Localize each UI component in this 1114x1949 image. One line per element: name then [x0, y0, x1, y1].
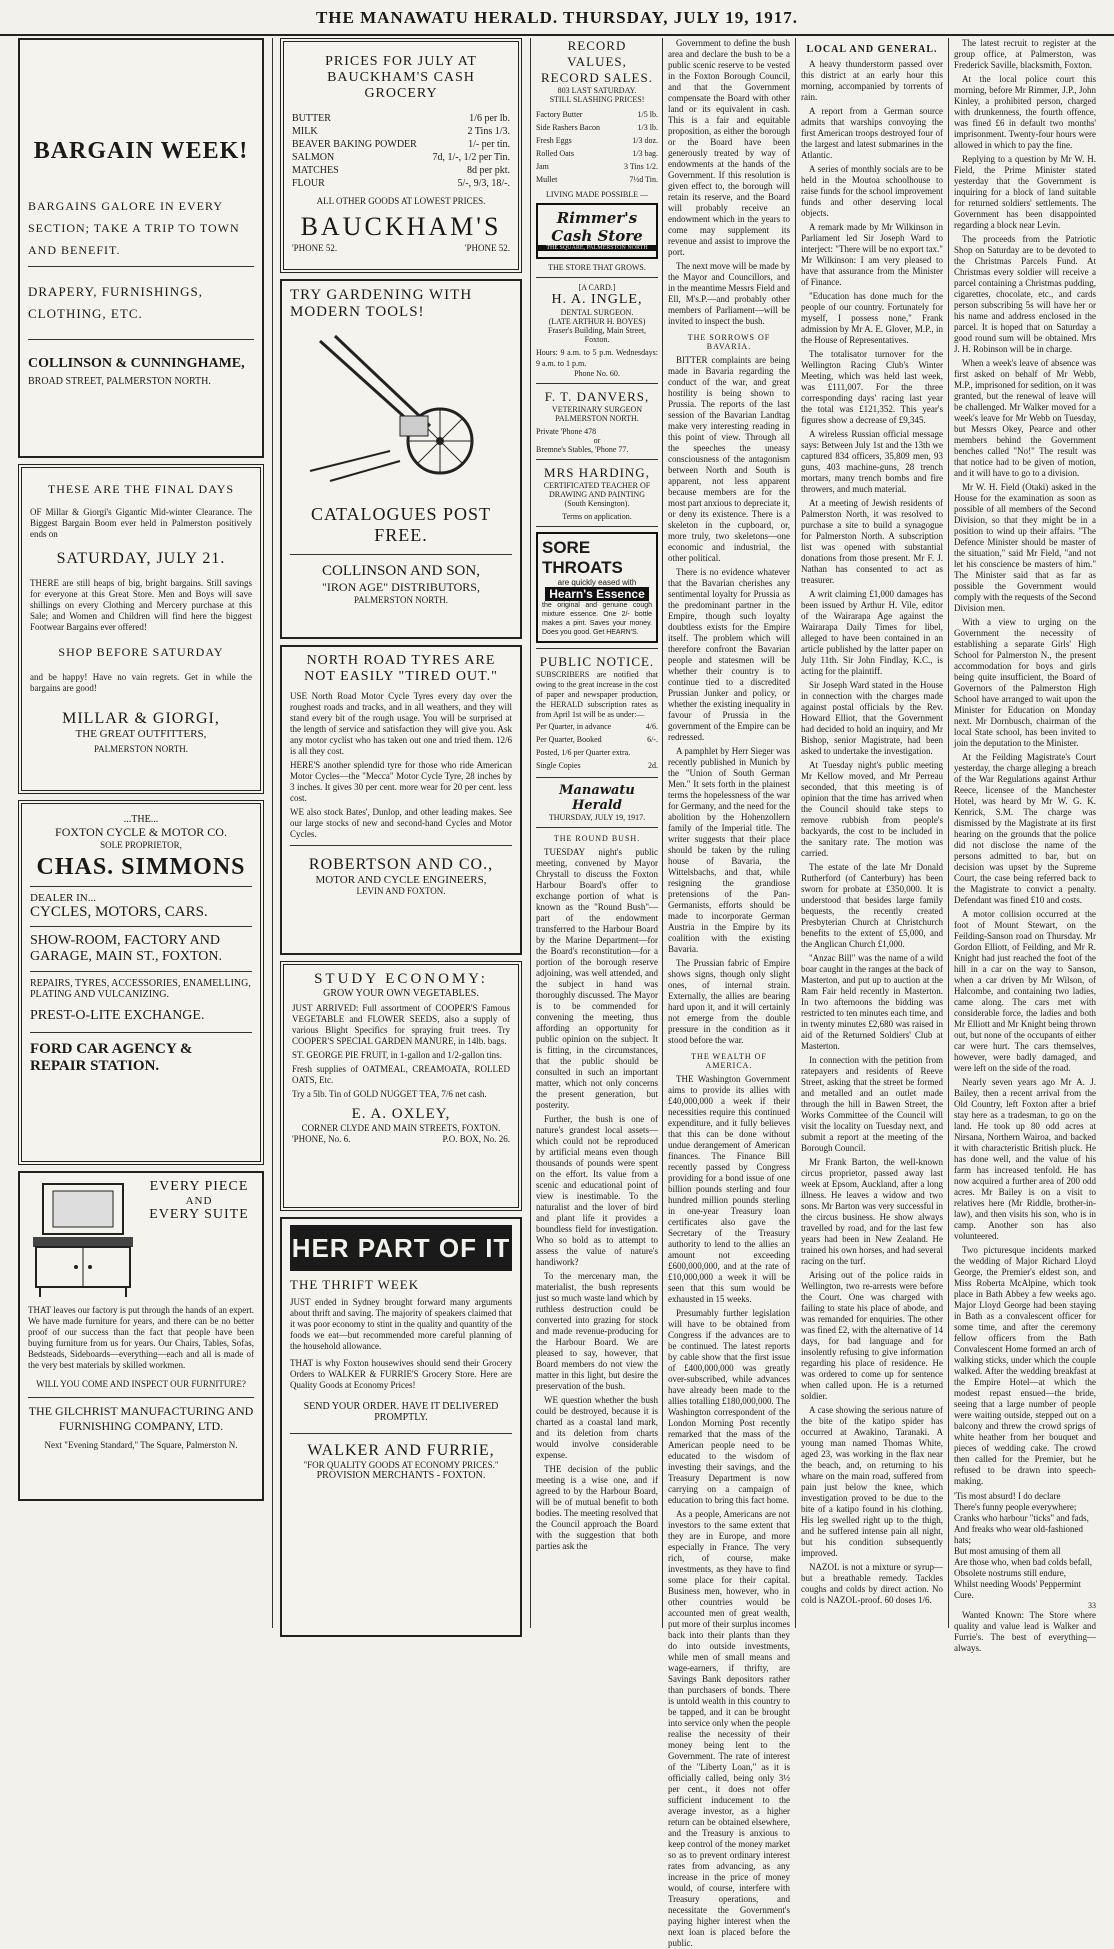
col4-p5: A pamphlet by Herr Sieger was recently published in Munich by the "Union of South German Men." It sets forth in the plainest terms the hopelessness of the war for Germany, and the need for the abolition by the Hohenzollern family of the Imperial title. The writer suggests that their place should be taken by the ruling house of Bavaria, the Wittelsbachs, and that, while resigning the grandiose pretensions of the Pan-Germanists, efforts should be made to incorporate German Austria in the Empire by its coalition with the existing Bavaria. [668, 746, 790, 954]
rimmer-grows: THE STORE THAT GROWS. [548, 263, 646, 272]
local-item: A writ claiming £1,000 damages has been issued by Arthur H. Vile, editor of the Wairarapa Age against the Wairarapa Daily Times for libel, alleged to have been contained in an article published by the latter paper on July 11th. Sir John Findlay, K.C., is acting for the plaintiff. [801, 589, 943, 676]
ingle-hours: Hours: 9 a.m. to 5 p.m. Wednesdays: 9 a.m. to 1 p.m. [536, 348, 658, 368]
simmons-goods: CYCLES, MOTORS, CARS. [30, 904, 208, 920]
col4-p3: BITTER complaints are being made in Bavaria regarding the conduct of the war, and great hostility is being shown to Prussia. The reports of the last session of the Bavarian Landtag make very interesting reading in this point of view. Through all the speeches the uneasy consciousness of the antagonism between North and South is apparent, not less apparent because members are for the most part anxious to depreciate it, or deny its existence. There is a skeleton in the cupboard, or, more truly, two skeletons—one economic and industrial, the other political. [668, 355, 790, 563]
hearn-sub: are quickly eased with [557, 578, 637, 587]
local-item: When a week's leave of absence was first asked on behalf of Mr Webb, M.P., imprisoned for sedition, on it was granted, but the renewal of leave will be challenged. Mr Walker moved for a week's leave for Mr Webb on Tuesday, but Messrs Okey, Pearce and other members behind the Government benches called "No!" The result was that notice had to be given of motion, and it will have to go to a division. [954, 358, 1096, 478]
editorial-p4: WE question whether the bush could be destroyed, because it is charted as a coastal land mark, and its deletion from charts would involve considerable expense. [536, 1395, 658, 1460]
gardening-town: PALMERSTON NORTH. [354, 595, 448, 605]
rimmer-price-row-price: 1/3 doz. [632, 136, 658, 145]
notice-rate-row-name: Single Copies [536, 761, 581, 770]
her-part-banner: HER PART OF IT [290, 1225, 512, 1271]
bauckham-name: BAUCKHAM'S [300, 212, 502, 241]
hearn-essence-ad [536, 532, 658, 643]
notice-rate-row-name: Per Quarter, in advance [536, 722, 612, 731]
editorial-p1: TUESDAY night's public meeting, convened by Mayor Chrystall to discuss the Foxton Harbour Board's offer to exchange portion of what is known as the "Round Bush"—part of the endowment transferred to the Harbour Board by the Marine Department—for the Board's reconstitution—for a portion of the borough reserve adjoining, was well attended, and the subject in hand was thoroughly discussed. The Mayor is to be commended for convening the meeting, thus affording an opportunity for public opinion on the subject. It is fitting, in the circumstances, that the public should be consulted in such an important matter, which not only concerns the present generation, but posterity. [536, 847, 658, 1110]
bauckham-title: PRICES FOR JULY AT BAUCKHAM'S CASH GROCERY [325, 54, 477, 101]
rimmer-price-row [536, 173, 658, 186]
danvers-title: VETERINARY SURGEON [551, 405, 643, 414]
local-item: At the local police court this morning, before Mr Rimmer, J.P., John Kinley, a prohibited person, charged with drunkenness, the fourth offence, was fined £6 in default two months' imprisonment. Twenty-four hours were allowed in which to pay the fine. [954, 74, 1096, 150]
gilchrist-firm: THE GILCHRIST MANUFACTURING AND FURNISHING COMPANY, LTD. [28, 1404, 254, 1433]
danvers-phone2: Bremne's Stables, 'Phone 77. [536, 445, 629, 454]
bauckham-price-row-name: MILK [292, 126, 318, 137]
tyres-firm: ROBERTSON AND CO., [308, 856, 494, 873]
walker-head: THE THRIFT WEEK [290, 1277, 420, 1292]
local-items [801, 59, 943, 1606]
bargain-sub2: DRAPERY, FURNISHINGS, CLOTHING, ETC. [28, 284, 203, 321]
local-item: NAZOL is not a mixture or syrup—but a breathable remedy. Tackles coughs and colds by direct action. No cold is NAZOL-proof. 60 doses 1/6. [801, 1562, 943, 1605]
millar-p3: and be happy! Have no vain regrets. Get in while the bargains are good! [30, 672, 252, 693]
ingle-name: H. A. INGLE, [551, 292, 643, 307]
bauckham-phone-left: 'PHONE 52. [292, 243, 338, 253]
walker-p1: JUST ended in Sydney brought forward many arguments about thrift and saving. The majority of speakers claimed that it was poor economy to stint in the quality and quantity of the foods we eat—but recommended more careful planning of the household allowance. [290, 1297, 512, 1351]
millar-firm: MILLAR & GIORGI, [62, 710, 220, 727]
rimmer-price-row-price: 1/5 lb. [637, 110, 658, 119]
oxley-sub: GROW YOUR OWN VEGETABLES. [323, 988, 479, 999]
notice-title: PUBLIC NOTICE. [539, 654, 655, 669]
oxley-p1: JUST ARRIVED: Full assortment of COOPER'S Famous VEGETABLE and FLOWER SEEDS, also a supply of various Blight Specifics for spraying fruit trees. Try COOPER'S SPECIAL GARDEN MANURE, in 14lb. bags. [292, 1003, 510, 1046]
bauckham-price-row-price: 2 Tins 1/3. [467, 126, 510, 137]
gilchrist-invite: WILL YOU COME AND INSPECT OUR FURNITURE? [36, 1379, 246, 1389]
danvers-phone1: Private 'Phone 478 [536, 427, 597, 436]
column-4 [668, 38, 790, 1948]
local-item: "Education has done much for the people of our country. Fortunately for myself, I possess none," Frank admission by Mr A. E. Glover, M.P., in the House of Representatives. [801, 291, 943, 345]
local-item: "Anzac Bill" was the name of a wild boar caught in the ranges at the back of Masterton, and put up to auction at the Ram Fair held recently in Masterton. In two afternoons the bidding was restricted to ten minutes each time, and in twenty minutes £2,680 was raised in aid of the Returned Soldiers' Club at Masterton. [801, 953, 943, 1051]
millar-date: SATURDAY, JULY 21. [56, 550, 226, 567]
simmons-ad [18, 800, 264, 1165]
harding-name: MRS HARDING, [544, 465, 650, 480]
millar-p1: OF Millar & Giorgi's Gigantic Mid-winter Clearance. The Biggest Bargain Boom ever held in Palmerston positively ends on [30, 507, 252, 539]
tyres-ad [280, 645, 522, 955]
danvers-card [536, 389, 658, 454]
bauckham-price-row [292, 177, 510, 190]
rimmer-price-row-name: Fresh Eggs [536, 136, 572, 145]
millar-head: THESE ARE THE FINAL DAYS [47, 482, 235, 496]
masthead: THE MANAWATU HERALD. THURSDAY, JULY 19, 1917. [0, 0, 1114, 36]
simmons-top: ...THE... [123, 814, 159, 825]
bauckham-price-row-name: BEAVER BAKING POWDER [292, 139, 417, 150]
local-items-cont [954, 38, 1096, 1487]
gardening-title: TRY GARDENING WITH MODERN TOOLS! [290, 287, 473, 320]
rimmer-price-row-name: Rolled Oats [536, 149, 574, 158]
bauckham-ad [280, 38, 522, 273]
oxley-p3: Fresh supplies of OATMEAL, CREAMOATA, ROLLED OATS, Etc. [292, 1064, 510, 1085]
rimmer-price-row [536, 160, 658, 173]
notice-rate-row-name: Posted, 1/6 per Quarter extra. [536, 748, 631, 757]
bargain-firm: COLLINSON & CUNNINGHAME, [28, 356, 245, 371]
simmons-dealer: DEALER IN... [30, 892, 96, 904]
notice-rate-row [536, 720, 658, 733]
simmons-ford: FORD CAR AGENCY & REPAIR STATION. [30, 1041, 193, 1074]
tyres-town: LEVIN AND FOXTON. [356, 886, 446, 896]
ingle-card [536, 283, 658, 378]
col4-p1: Government to define the bush area and declare the bush to be a public scenic reserve to be vested in the Foxton Borough Council, and that the Government compensate the Board with other land or its equivalent in cash. This is a fair and equitable proposition, as either the borough or the Board have been generously treated by way of endowments at the hands of the Government. If this resolution is given effect to, the borough will retain its reserve, and the Board will probably receive an endowment which in the years to come may supplement its revenue and assist to improve the port. [668, 38, 790, 257]
rimmer-price-row-price: 1/3 bag. [632, 149, 658, 158]
poem-line: But most amusing of them all [954, 1546, 1061, 1556]
notice-rate-row [536, 746, 658, 759]
tyres-p2: HERE'S another splendid tyre for those who ride American Motor Cycles—the "Mecca" Motor Cycle Tyre, 28 inches by 3 inches. It gives 30 per cent. more wear for 20 per cent. less cost. [290, 760, 512, 803]
column-3 [536, 38, 658, 1555]
column-6 [954, 38, 1096, 1653]
herald-nameplate: Manawatu Herald [559, 783, 635, 813]
local-item: The proceeds from the Patriotic Shop on Saturday are to be devoted to the Christmas Parcels Fund. At Christmas every soldier will receive a parcel containing a Christmas pudding, cigarettes, chocolate, etc., and cards person subscribing 5s will have her or his name and address enclosed in the parcel. It is hoped that on Saturday a good round sum will be obtained. Mrs J. H. Robinson will be in charge. [954, 234, 1096, 354]
notice-p1: SUBSCRIBERS are notified that owing to the great increase in the cost of paper and newspaper production, the HERALD subscription rates as from April 1st will be as under:— [536, 670, 658, 719]
oxley-phone: 'PHONE, No. 6. [292, 1134, 351, 1144]
danvers-or: or [593, 436, 601, 445]
simmons-prop: SOLE PROPRIETOR, [100, 840, 182, 850]
gilchrist-ad [18, 1171, 264, 1501]
danvers-name: F. T. DANVERS, [544, 389, 650, 404]
bauckham-price-row [292, 112, 510, 125]
millar-tag: THE GREAT OUTFITTERS, [75, 728, 207, 740]
rimmer-sub: 803 LAST SATURDAY. [557, 86, 637, 95]
danvers-town: PALMERSTON NORTH. [555, 414, 639, 423]
herald-editorial [536, 783, 658, 1552]
rimmer-price-row-price: 3 Tins 1/2. [623, 162, 658, 171]
col4-p7: THE Washington Government aims to provide its allies with £40,000,000 a week if their necessities require this continued expenditure, and it fully believes that this can be done without undue derangement of American finances. The Finance Bill recently passed by Congress providing for a bond issue of one billion pounds sterling and four hundred million pounds sterling in one-year Treasury loan certificates also gave the Secretary of the Treasury authority to lend to the allies an amount not exceeding £600,000,000, and at the rate of £10,000,000 a week it will be seen that this sum would be exhausted in 15 weeks. [668, 1074, 790, 1304]
rimmer-sub2: STILL SLASHING PRICES! [549, 95, 645, 104]
bargain-title: BARGAIN WEEK! [33, 138, 249, 164]
ingle-addr: Fraser's Building, Main Street, Foxton. [547, 326, 647, 344]
col4-p2: The next move will be made by the Mayor and Councillors, and in the meantime Messrs Field and Ell, M's.P.—and probably other members of Parliament—will be invited to inspect the bush. [668, 261, 790, 326]
col4-p4: There is no evidence whatever that the Bavarian cherishes any sentimental loyalty for Prussia as the predominant partner in the Empire, though such loyalty doubtless exists for the Empire itself. The problem which will therefore confront the Bavarian people and statesmen will be whether their country is to continue tied to a discredited Prussian Junker and policy, or whether the existing inequality in favour of Prussia in the government of the Empire can be redressed. [668, 567, 790, 742]
col4-p6: The Prussian fabric of Empire shows signs, though only slight ones, of internal strain. Externally, the allies are bearing hard upon it, and it will certainly not emerge from the double pressure in the condition as it stood before the war. [668, 958, 790, 1045]
oxley-p2: ST. GEORGE PIE FRUIT, in 1-gallon and 1/2-gallon tins. [292, 1050, 502, 1060]
col4-p8: Presumably further legislation will have to be obtained from Congress if the advances are to be continued. The latest reports by cable show that the first issue of £400,000,000 was greatly over-subscribed, while advances have already been made to the allies totalling £180,000,000. The Washington correspondent of the London Morning Post recently remarked that the mass of the American people need to be educated to the wisdom of investing their savings, and the Treasury Department is now carrying on a campaign of education to bring this fact home. [668, 1308, 790, 1505]
rimmer-price-row-name: Mullet [536, 175, 558, 184]
bargain-addr: BROAD STREET, PALMERSTON NORTH. [28, 376, 211, 387]
walker-furrie-ad [280, 1217, 522, 1637]
rimmer-price-row [536, 134, 658, 147]
tyres-p1: USE North Road Motor Cycle Tyres every day over the roughest roads and tracks, and in all weathers, and they will stand every bit of the rough usage. You will be surprised at the length of service and satisfaction they will give you. Ask any motor cyclist who has taken out one and tried them. 12/6 is all they cost. [290, 691, 512, 756]
local-item: Nearly seven years ago Mr A. J. Bailey, then a recent arrival from the Old Country, left Foxton after a brief stay here as a tradesman, to go on the land. He took up 80 odd acres at Nirsana, Northern Wairoa, and backed it with characteristic British pluck. He has done well, and the value of his farm has increased tenfold. He has now acquired a further area of 200 odd acres. Mr Bailey is on a visit to relatives here (Mr Riddle, brother-in-law), and then visits his son, who is in camp. Another son has also volunteered. [954, 1077, 1096, 1241]
gardening-ad [280, 279, 522, 639]
simmons-show: SHOW-ROOM, FACTORY AND GARAGE, MAIN ST., FOXTON. [30, 933, 222, 964]
rimmer-price-row [536, 108, 658, 121]
rimmer-price-row-price: 1/3 lb. [637, 123, 658, 132]
poem-line: There's funny people everywhere; [954, 1502, 1077, 1512]
rimmer-living: LIVING MADE POSSIBLE — [546, 190, 648, 199]
local-item: A wireless Russian official message says: Between July 1st and the 13th we captured 834 officers, 35,809 men, 93 guns, 403 machine-guns, 28 trench mortars, many trench bombs and fire throwers, and much material. [801, 429, 943, 494]
poem-number: 33 [1088, 1601, 1096, 1610]
ingle-phone: Phone No. 60. [574, 369, 620, 378]
gilchrist-addr: Next "Evening Standard," The Square, Palmerston N. [44, 1440, 238, 1450]
harding-from: (South Kensington). [564, 499, 630, 508]
local-item: A case showing the serious nature of the bite of the katipo spider has occurred at Awakino, Taranaki. A young man named Thomas White, aged 23, was working in the flax near the beach, and, on returning to his whare on the main road, suffered from pain just below the knee, which investigation proved to be due to the bite of a katipo found in his clothing. His leg swelled right up to the thigh, and he suffered intense pain all night, but his condition subsequently improved. [801, 1405, 943, 1558]
bauckham-price-row-name: BUTTER [292, 113, 331, 124]
america-headline: THE WEALTH OF AMERICA. [691, 1052, 767, 1070]
notice-rate-row [536, 733, 658, 746]
harding-card [536, 465, 658, 521]
walker-p2: THAT is why Foxton housewives should send their Grocery Orders to WALKER & FURRIE'S Grocery Store. Here are Quality Goods at Economy Prices! [290, 1358, 512, 1390]
oxley-box: P.O. BOX, No. 26. [442, 1134, 510, 1144]
local-item: In connection with the petition from ratepayers and residents of Reeve Street, asking that the street be formed and metalled and an outlet made through the hill in Bawen Street, the Works Committee of the Council will visit the locality on Tuesday next, and submit a report at the meeting of the Borough Council. [801, 1055, 943, 1153]
local-item: The latest recruit to register at the group office, at Palmerston, was Frederick Saville, blacksmith, Foxton. [954, 38, 1096, 70]
local-item: Two picturesque incidents marked the wedding of Major Richard Lloyd George, the Premier's eldest son, and Miss Roberta McAlpine, which took place in Bath Abbey a few weeks ago. Major Lloyd George had been staying in Bath as a convalescent officer for some time, and after the ceremony fellow officers from the Bath Convalescent Home formed an arch of walking sticks, under which the couple walked. After the wedding breakfast at the Empire Hotel—at which the modest repast ensued—the bride, seeing that a large number of people were waiting outside, stepped out on a balcony and threw the crowd sprigs of white heather from her bouquet and pieces of wedding cake. The crowd then called for the Premier, but he refused to be drawn into speech-making. [954, 1245, 1096, 1486]
local-item: Sir Joseph Ward stated in the House in connection with the charges made against postal officials by the Rev. Howard Elliot, that the Government had decided to hold an inquiry, and Mr Bishop, senior Magistrate, had been asked to undertake the investigation. [801, 680, 943, 756]
gardening-dist: "IRON AGE" DISTRIBUTORS, [322, 580, 480, 594]
bauckham-price-row-name: SALMON [292, 152, 335, 163]
notice-rate-row-price: 4/6. [645, 722, 658, 731]
oxley-title: STUDY ECONOMY: [314, 971, 488, 987]
local-item: A motor collision occurred at the foot of Mount Stewart, on the Feilding-Sanson road on Thursday. Mr Gordon Elliott, of Feilding, and Mr R. Knight had just reached the foot of the hill in a car on the way to Sanson, when a car driven by Mr Wilson, of Halcombe, and containing two ladies, came along. The cars met with considerable force, the ladies and both Mr Elliott and Mr Knight being thrown out, but none of the occupants of either car were hurt. The cars themselves, however, were badly damaged, and were left on the side of the road. [954, 909, 1096, 1073]
notice-rate-row [536, 759, 658, 772]
oxley-name: E. A. OXLEY, [351, 1106, 451, 1122]
editorial-p3: To the mercenary man, the materialist, the bush represents just so much waste land which by ruthless destruction could be converted into grazing for stock and made revenue-producing for the Harbour Board. We are pleased to say, however, that Board members do not view the matter in this light, but desire the preservation of the bush. [536, 1271, 658, 1391]
local-item: A report from a German source admits that warships convoying the first American troops destroyed four of the largest and latest submarines in the Atlantic. [801, 106, 943, 160]
hearn-title: SORE THROATS [542, 538, 623, 577]
local-item: At a meeting of Jewish residents of Palmerston North, it was resolved to purchase a site to build a synagogue for Palmerston North. A subscription list was opened with substantial donations from those present. Mr F. J. Nathan has consented to act as treasurer. [801, 498, 943, 585]
ingle-late: (LATE ARTHUR H. BOYES) [548, 317, 646, 326]
tyres-title: NORTH ROAD TYRES ARE NOT EASILY "TIRED OUT." [304, 653, 498, 684]
rimmer-price-list [536, 108, 658, 186]
millar-giorgi-ad [18, 464, 264, 794]
bauckham-price-row-name: MATCHES [292, 165, 339, 176]
local-item: At the Feilding Magistrate's Court yesterday, the charge alleging a breach of the War Regulations against Arthur Reece, licensee of the Manchester Hotel, was heard by Mr W. G. K. Kenrick, S.M. The charge was dismissed by the Magistrate at its first hearing on the grounds that the police did not disclose the name of the persons admitted to bar, but on decision was upset by the Supreme Court, the case being referred back to the Magistrate to convict a penalty. Defendant was fined £10 and costs. [954, 752, 1096, 905]
rimmer-price-row-name: Factory Butter [536, 110, 583, 119]
editorial-p2: Further, the bush is one of nature's grandest local assets—which could not be reproduced by artificial means even though thousands of pounds were spent on the effort. Its value from a scenic and educational point of view is inestimable. To the naturalist and the lover of bird and plant life it provides a boundless field for investigation. Who so bold as to attempt to assess the value of nature's handiwork? [536, 1114, 658, 1267]
rimmer-title: RECORD VALUES, RECORD SALES. [541, 38, 653, 85]
simmons-prest: PREST-O-LITE EXCHANGE. [30, 1008, 205, 1023]
rimmer-price-row-price: 7½d Tin. [629, 175, 658, 184]
garden-seeder-illustration [290, 321, 510, 491]
simmons-co: FOXTON CYCLE & MOTOR CO. [55, 825, 227, 839]
tyres-trade: MOTOR AND CYCLE ENGINEERS, [315, 874, 487, 886]
ingle-title: DENTAL SURGEON. [560, 308, 634, 317]
oxley-p4: Try a 5lb. Tin of GOLD NUGGET TEA, 7/6 net cash. [292, 1089, 487, 1099]
gilchrist-h1: EVERY PIECE [149, 1179, 249, 1194]
gardening-firm: COLLINSON AND SON, [322, 563, 480, 579]
rimmer-logo-sub: THE SQUARE, PALMERSTON NORTH [538, 245, 656, 251]
col4-p9: As a people, Americans are not investors to the same extent that they are in Europe, and more especially in France. The very rich, of course, make investments, as they have to find some place for their capital. Business men, however, who in other countries would be accounted men of great wealth, put more of their surplus incomes back into their plants than they do into outside investments, while men of small means and wage-earners, if thrifty, are Savings Bank depositors rather than purchasers of bonds. There is untold wealth in this country to be tapped, and it can be brought into service only when the people realise the necessity of their money being lent to the Government. The rate of interest of the "Liberty Loan," as it is officially called, being only 3½ per cent., it does not offer sufficient inducement to the average investor, as a higher return can be obtained elsewhere, and the Treasury is anxious to keep control of the money market so as to prevent ordinary interest rates from advancing, as any increase in the price of money would, of course, interfere with Treasury operations, and necessitate the Government's paying higher interest when the next loan is placed before the public. [668, 1509, 790, 1948]
rimmer-price-row [536, 121, 658, 134]
notice-rate-row-name: Per Quarter, Booked [536, 735, 602, 744]
gilchrist-p1: THAT leaves our factory is put through the hands of an expert. We have made furniture for years, and there can be no better proof of our success than the fact that people have been buying furniture from us for years. Our Chairs, Tables, Sofas, Bedsteads, Sideboards—everything—each and all is made of the very best materials by skilled workmen. [28, 1305, 254, 1370]
local-item: The totalisator turnover for the Wellington Racing Club's Winter Meeting, which was held last week, was £111,007. For the three corresponding days' racing last year the total was £121,352. This year's figures show a decrease of £9,345. [801, 349, 943, 425]
poem-line: Are those who, when bad colds befall, [954, 1557, 1092, 1567]
local-item: At Tuesday night's public meeting Mr Kellow moved, and Mr Perreau seconded, that this meeting is of opinion that the time has arrived when the Council should take steps to remove rubbish from people's backyards, the cost to be included in the sanitary rate. The motion was carried. [801, 760, 943, 858]
local-item: A heavy thunderstorm passed over this district at an early hour this morning, accompanied by torrents of rain. [801, 59, 943, 102]
walker-send: SEND YOUR ORDER. HAVE IT DELIVERED PROMPTLY. [303, 1401, 499, 1423]
bauckham-price-row [292, 151, 510, 164]
bargain-week-ad [18, 38, 264, 458]
wanted-known: Wanted Known: The Store where quality and value lead is Walker and Furrie's. The best of everything—always. [954, 1610, 1096, 1653]
hearn-p1: the original and genuine cough mixture essence. One 2/- bottle makes a pint. Saves your money. Does you good. Get HEARN'S. [542, 602, 652, 636]
editorial-p5: THE decision of the public meeting is a wise one, and if agreed to by the Harbour Board, will be of mutual benefit to both bodies. The meeting resolved that the Council approach the Board with the suggestion that both parties ask the [536, 1464, 658, 1551]
oxley-ad [280, 961, 522, 1211]
ingle-card-label: [A CARD.] [578, 283, 616, 292]
column-5 [801, 38, 943, 1628]
rimmer-logo-text: Rimmer's Cash Store [551, 209, 643, 245]
local-item: The estate of the late Mr Donald Rutherford (of Canterbury) has been sworn for probate at £350,000. It is understood that besides large family bequests, the recently created Presbyterian Church at Christchurch benefits to the extent of £5,000, and the Anglican Church £1,000. [801, 862, 943, 949]
local-item: Mr Frank Barton, the well-known circus proprietor, passed away last week at Epsom, Auckland, after a long illness. He leaves a widow and two sons. Mr Barton was very successful in the circus business. He show always travelled by road, and for the last few years had been in New Zealand. He trained his own horses, and had several racing on the turf. [801, 1157, 943, 1266]
bauckham-price-row-price: 8d per pkt. [466, 165, 510, 176]
local-item: Mr W. H. Field (Otaki) asked in the House for the examination as soon as possible of all members of the Second Division, so that they might be in a position to wind up their affairs. "The Defence Minister should be master of the situation," said Mr Field, "and not let his conscience be masters of him." The Minister said that as far as possible the Government would comply with the requests of the Second Division men. [954, 482, 1096, 613]
poem-line: Cranks who harbour "ticks" and fads, [954, 1513, 1089, 1523]
millar-p2: THERE are still heaps of big, bright bargains. Still savings for everyone at this Great Store. Men and Boys will save shillings on every Clothing and Mercery purchase at this Sale; and Women and Children will find here the biggest Footwear Bargains ever offered! [30, 578, 252, 632]
harding-cert: CERTIFICATED TEACHER OF DRAWING AND PAINTING [543, 481, 651, 499]
bauckham-price-row [292, 164, 510, 177]
harding-terms: Terms on application. [562, 512, 632, 521]
notice-rate-row-price: 2d. [648, 761, 658, 770]
rimmer-ad [536, 38, 658, 272]
bauckham-price-row [292, 138, 510, 151]
notice-rate-row-price: 6/-. [647, 735, 658, 744]
bauckham-price-row-price: 1/- per tin. [468, 139, 510, 150]
local-item: Arising out of the police raids in Wellington, two re-arrests were before the Court. One was charged with failing to state his place of abode, and was remanded for enquiries. The other was fined £2, with the alternative of 14 days, for bad language and for insolently refusing to give information regarding his place of residence. He was ordered to come up for sentence when called upon. He is a returned soldier. [801, 1270, 943, 1401]
bauckham-price-row-name: FLOUR [292, 178, 325, 189]
bauckham-price-list [292, 112, 510, 190]
bavaria-headline: THE SORROWS OF BAVARIA. [687, 333, 771, 351]
hearn-name: Hearn's Essence [545, 587, 649, 601]
bauckham-phone-right: 'PHONE 52. [464, 243, 510, 253]
bauckham-price-row-price: 5/-, 9/3, 18/-. [457, 178, 510, 189]
editorial-headline: THE ROUND BUSH. [553, 834, 641, 843]
local-general-headline: LOCAL AND GENERAL. [806, 44, 938, 55]
walker-prov: PROVISION MERCHANTS - FOXTON. [316, 1470, 486, 1481]
bauckham-price-row-price: 7d, 1/-, 1/2 per Tin. [432, 152, 510, 163]
millar-shop: SHOP BEFORE SATURDAY [58, 645, 224, 659]
simmons-repairs: REPAIRS, TYRES, ACCESSORIES, ENAMELLING, PLATING AND VULCANIZING. [30, 978, 251, 1000]
oxley-addr: CORNER CLYDE AND MAIN STREETS, FOXTON. [301, 1123, 501, 1133]
local-item: A remark made by Mr Wilkinson in Parliament led Sir Joseph Ward to interject: "There will be no export tax." Mr Wilkinson: I am very pleased to have that assurance from the Minister of Finance. [801, 222, 943, 287]
gilchrist-h2: AND [185, 1195, 213, 1207]
poem-line: Whilst needing Woods' Peppermint Cure. [954, 1579, 1081, 1600]
poem-line: And freaks who wear old-fashioned hats; [954, 1524, 1083, 1545]
millar-town: PALMERSTON NORTH. [94, 744, 188, 754]
column-2 [280, 38, 522, 1643]
column-1 [18, 38, 264, 1507]
simmons-name: CHAS. SIMMONS [36, 854, 246, 880]
walker-firm: WALKER AND FURRIE, [307, 1442, 495, 1459]
bauckham-note: ALL OTHER GOODS AT LOWEST PRICES. [316, 196, 486, 206]
local-item: A series of monthly socials are to be held in the Moutoa schoolhouse to raise funds for the school improvement funds and other deserving local objects. [801, 164, 943, 218]
local-item: Replying to a question by Mr W. H. Field, the Prime Minister stated yesterday that the Government is inquiring for a block of land suitable for returned soldiers' settlements. The Government has been disappointed regarding a block near Levin. [954, 154, 1096, 230]
tyres-p3: WE also stock Bates', Dunlop, and other leading makes. See our large stocks of new and second-hand Cycles and Motor Cycles. [290, 807, 512, 839]
rimmer-price-row [536, 147, 658, 160]
poem-line: Obsolete nostrums still endure, [954, 1568, 1066, 1578]
rimmer-logo [536, 203, 658, 259]
local-item: With a view to urging on the Government the necessity of establishing a separate Girls' High School for Palmerston N., the present accommodation for boys and girls being quite insufficient, the Board of Governors of the Palmerston High School have arranged to wait upon the Minister for Education on Monday next. Mr Dornbusch, chairman of the local State school, has been invited to join the deputation to the Minister. [954, 617, 1096, 748]
rimmer-price-row-name: Jam [536, 162, 549, 171]
notice-rate-list [536, 720, 658, 772]
gilchrist-h3: EVERY SUITE [149, 1207, 249, 1222]
bauckham-price-row-price: 1/6 per lb. [469, 113, 510, 124]
herald-date: THURSDAY, JULY 19, 1917. [548, 813, 646, 822]
walker-tag: "FOR QUALITY GOODS AT ECONOMY PRICES." [303, 1460, 499, 1470]
peppermint-poem [954, 1491, 1096, 1601]
gardening-catalogues: CATALOGUES POST FREE. [310, 504, 492, 545]
rimmer-price-row-name: Side Rashers Bacon [536, 123, 600, 132]
poem-line: 'Tis most absurd! I do declare [954, 1491, 1061, 1501]
bauckham-price-row [292, 125, 510, 138]
bargain-sub1: BARGAINS GALORE IN EVERY SECTION; TAKE A TRIP TO TOWN AND BENEFIT. [28, 199, 240, 257]
public-notice [536, 654, 658, 772]
sideboard-illustration [28, 1179, 138, 1299]
